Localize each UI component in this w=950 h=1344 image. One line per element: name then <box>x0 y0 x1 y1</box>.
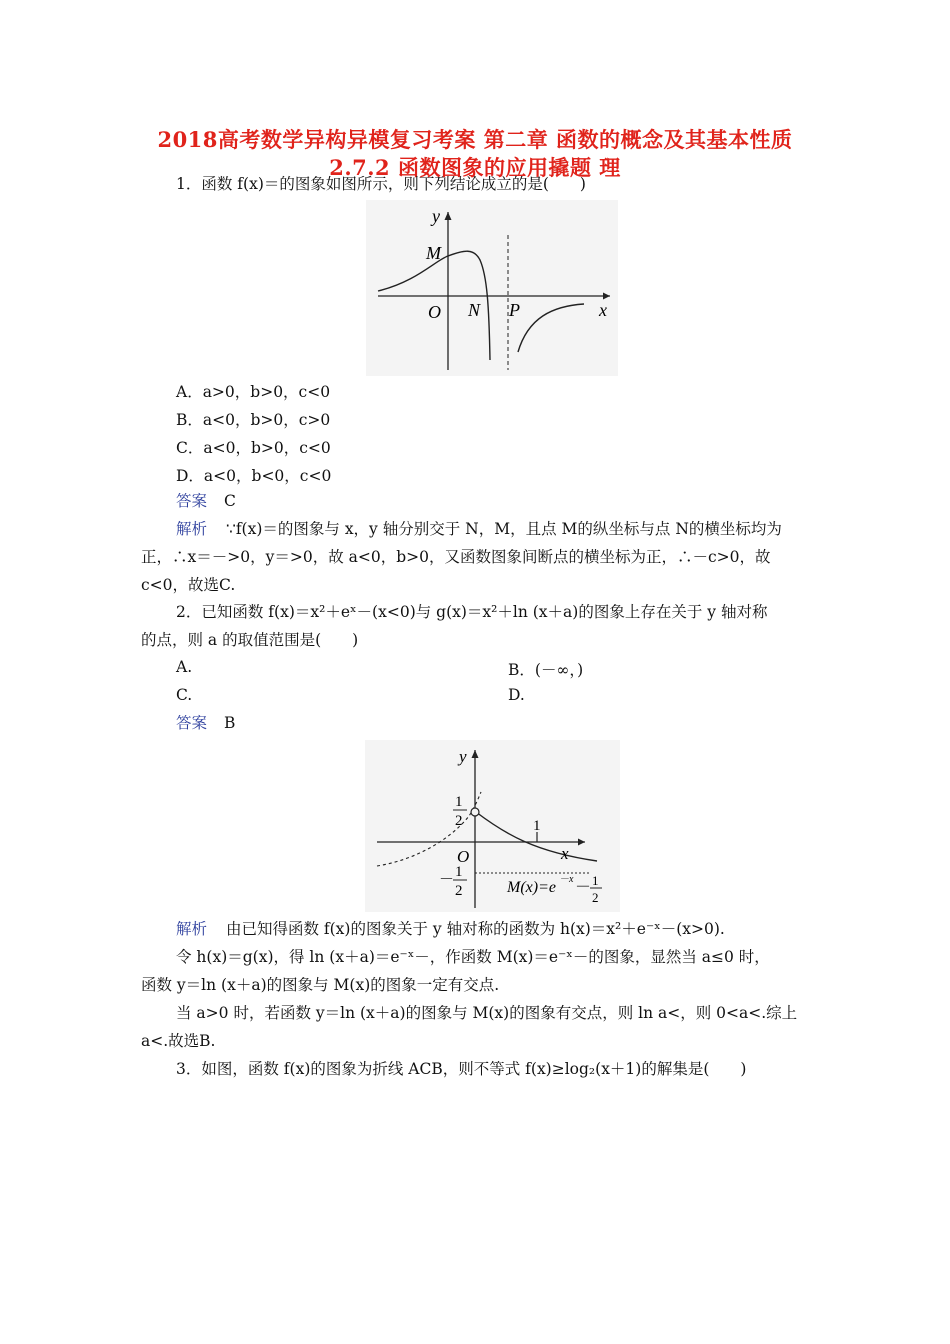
q2-option-c: C. <box>176 686 193 704</box>
analysis-label: 解析 <box>176 520 208 538</box>
q2-analysis-line-3: 函数 y＝ln (x＋a)的图象与 M(x)的图象一定有交点. <box>141 976 500 994</box>
label-half-num: 1 <box>455 794 463 810</box>
label-half-den: 2 <box>455 813 463 829</box>
answer-label: 答案 <box>176 714 208 732</box>
q2-function-graph <box>365 740 620 912</box>
q3-stem: 3．如图，函数 f(x)的图象为折线 ACB，则不等式 f(x)≥log₂(x＋1)的解集是( ) <box>176 1060 747 1078</box>
open-point <box>471 808 479 816</box>
label-Mx-exponent: －x <box>559 874 574 885</box>
q1-function-graph <box>366 200 618 376</box>
q1-analysis-line-3: c<0，故选C. <box>141 576 236 594</box>
answer-value: B <box>223 714 236 732</box>
label-one: 1 <box>533 818 541 834</box>
label-x: x <box>599 300 607 320</box>
q2-option-b: B．(－∞，) <box>508 661 584 679</box>
q1-answer <box>176 491 236 511</box>
analysis-label: 解析 <box>176 920 208 938</box>
label-Mx-half-den: 2 <box>592 890 599 905</box>
label-y: y <box>432 206 440 226</box>
q1-analysis-line-1 <box>176 519 782 539</box>
q2-analysis-line-2: 令 h(x)＝g(x)，得 ln (x＋a)＝e⁻ˣ－，作函数 M(x)＝e⁻ˣ－的图象，显然当 a≤0 时， <box>176 948 770 966</box>
q1-option-c: C．a<0，b>0，c<0 <box>176 439 331 457</box>
label-O: O <box>457 847 470 866</box>
analysis-text: 由已知得函数 f(x)的图象关于 y 轴对称的函数为 h(x)＝x²＋e⁻ˣ－(x>0). <box>225 920 725 938</box>
answer-value: C <box>223 492 236 510</box>
label-M: M <box>426 243 441 263</box>
q1-analysis-line-2: 正，∴x＝－>0，y＝>0，故 a<0，b>0，又函数图象间断点的横坐标为正，∴－c>0，故 <box>141 548 771 566</box>
analysis-text: ∵f(x)＝的图象与 x，y 轴分别交于 N，M，且点 M的纵坐标与点 N的横坐标均为 <box>225 520 782 538</box>
label-Mx-half-num: 1 <box>592 873 599 888</box>
q2-answer <box>176 713 235 733</box>
label-x: x <box>561 844 569 863</box>
q2-analysis-line-4: 当 a>0 时，若函数 y＝ln (x＋a)的图象与 M(x)的图象有交点，则 ln a<，则 0<a<.综上 <box>176 1004 798 1022</box>
q1-option-a: A．a>0，b>0，c<0 <box>176 383 331 401</box>
q2-analysis-line-5: a<.故选B. <box>141 1032 216 1050</box>
graph-background <box>366 200 618 376</box>
label-P: P <box>509 300 520 320</box>
label-Mx-minus: － <box>575 879 592 896</box>
q1-option-b: B．a<0，b>0，c>0 <box>176 411 331 429</box>
q2-stem-line-1: 2．已知函数 f(x)＝x²＋eˣ－(x<0)与 g(x)＝x²＋ln (x＋a)的图象上存在关于 y 轴对称 <box>176 603 768 621</box>
document-title-line-2: 2.7.2 函数图象的应用撬题 理 <box>329 155 621 180</box>
label-N: N <box>468 300 481 320</box>
label-neg-half-num: 1 <box>455 864 463 880</box>
q1-option-d: D．a<0，b<0，c<0 <box>176 467 332 485</box>
q2-option-d: D. <box>508 686 525 704</box>
label-Mx: M(x)=e <box>507 879 556 896</box>
q2-option-a: A. <box>176 658 193 676</box>
q2-stem-line-2: 的点，则 a 的取值范围是( ) <box>141 631 359 649</box>
label-O: O <box>428 302 441 322</box>
label-neg-half-sign: － <box>439 872 455 888</box>
label-neg-half-den: 2 <box>455 883 463 899</box>
q2-analysis-line-1 <box>176 919 725 939</box>
document-title-line-1: 2018高考数学异构异模复习考案 第二章 函数的概念及其基本性质 <box>157 127 793 152</box>
answer-label: 答案 <box>176 492 208 510</box>
label-y: y <box>459 747 467 766</box>
q1-stem: 1．函数 f(x)＝的图象如图所示，则下列结论成立的是( ) <box>176 175 586 193</box>
